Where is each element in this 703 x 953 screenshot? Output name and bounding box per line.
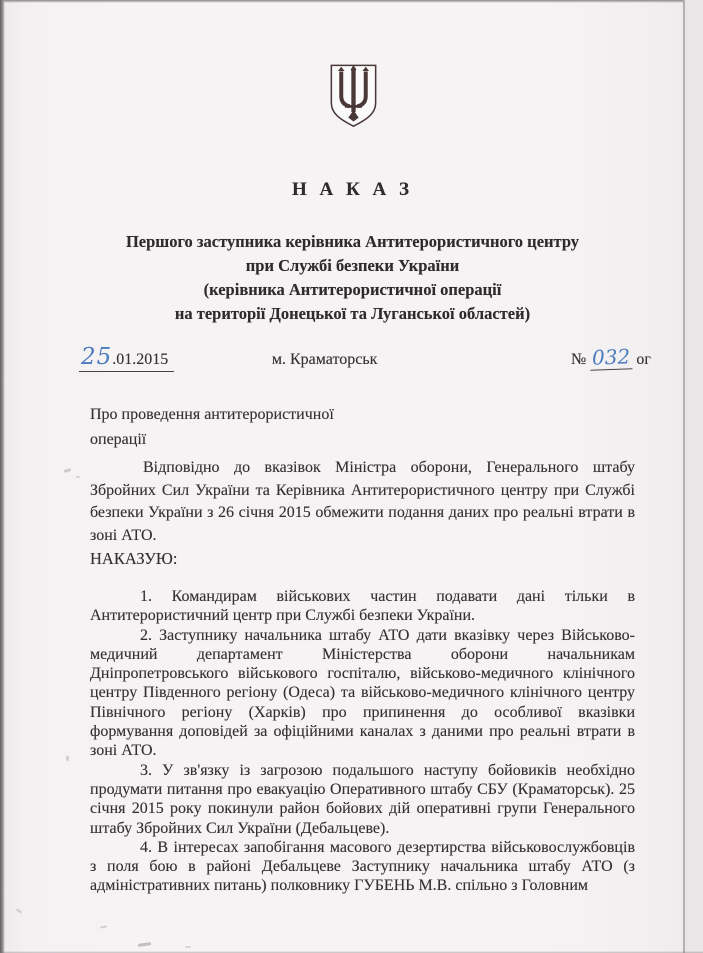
intro-paragraph: Відповідно до вказівок Міністра оборони, Генерального штабу Збройних Сил України та Керівника Антитерористичного центру при Службі безпеки України з 26 січня 2015 обмежити подання даних про реальні втрати в зоні АТО. bbox=[90, 459, 635, 544]
number-sign: № bbox=[570, 351, 587, 368]
subtitle-line: при Службі безпеки України bbox=[245, 256, 460, 275]
subtitle-line: Першого заступника керівника Антитерористичного центру bbox=[125, 232, 580, 251]
scan-speck bbox=[66, 756, 69, 761]
subtitle-line: на території Донецької та Луганської областей) bbox=[174, 304, 531, 323]
subject-line: Про проведення антитерористичної bbox=[90, 406, 334, 423]
scan-right-background bbox=[685, 0, 703, 953]
order-subtitle bbox=[80, 230, 625, 326]
subject-block bbox=[90, 402, 635, 452]
paper-right-edge bbox=[683, 0, 685, 953]
order-title: Н А К А З bbox=[291, 179, 414, 200]
subject-line: операції bbox=[90, 431, 147, 448]
dateline bbox=[81, 344, 651, 372]
order-item-4: 4. В інтересах запобігання масового дезертирства військовослужбовців з поля бою в районі Дебальцеве Заступнику начальника штабу АТО (з адміністративних питань) полковнику ГУБЕНЬ М.В. спільно з Головним bbox=[90, 838, 635, 895]
date-field bbox=[79, 344, 174, 372]
scan-speck bbox=[138, 942, 151, 946]
scan-speck bbox=[185, 946, 191, 948]
handwritten-day: 25 bbox=[81, 344, 113, 370]
scan-speck bbox=[76, 476, 80, 478]
scan-speck bbox=[100, 925, 107, 928]
city-label: м. Краматорськ bbox=[271, 351, 378, 368]
order-items bbox=[90, 587, 635, 896]
scan-speck bbox=[64, 468, 72, 473]
document-body bbox=[81, 0, 651, 896]
order-number-suffix: ог bbox=[636, 351, 651, 368]
order-item-1: 1. Командирам військових частин подавати дані тільки в Антитерористичний центр при Службі безпеки України. bbox=[90, 588, 635, 625]
order-item-3: 3. У зв'язку із загрозою подальшого наступу бойовиків необхідно продумати питання про евакуацію Оперативного штабу СБУ (Краматорськ). 25 січня 2015 року покинули район бойових дій оперативні групи Генерального штабу Збройних Сил України (Дебальцеве). bbox=[90, 761, 635, 837]
handwritten-order-number: 032 bbox=[590, 344, 633, 370]
date-typed: .01.2015 bbox=[112, 351, 169, 368]
order-number-field bbox=[571, 345, 651, 370]
scan-speck bbox=[16, 908, 22, 913]
order-item-2: 2. Заступнику начальника штабу АТО дати вказівку через Військово-медичний департамент Міністерства оборони начальникам Дніпропетровського військового госпіталю, військово-медичного клінічного центру Південного регіону (Одеса) та військово-медичного клінічного центру Північного регіону (Харків) про припинення до особливої вказівки формування доповідей за офіційними каналах з даними про реальні втрати в зоні АТО. bbox=[90, 626, 635, 760]
scan-edge-left bbox=[0, 0, 5, 953]
order-heading: НАКАЗУЮ: bbox=[90, 549, 178, 568]
subtitle-line: (керівника Антитерористичної операції bbox=[203, 280, 502, 299]
